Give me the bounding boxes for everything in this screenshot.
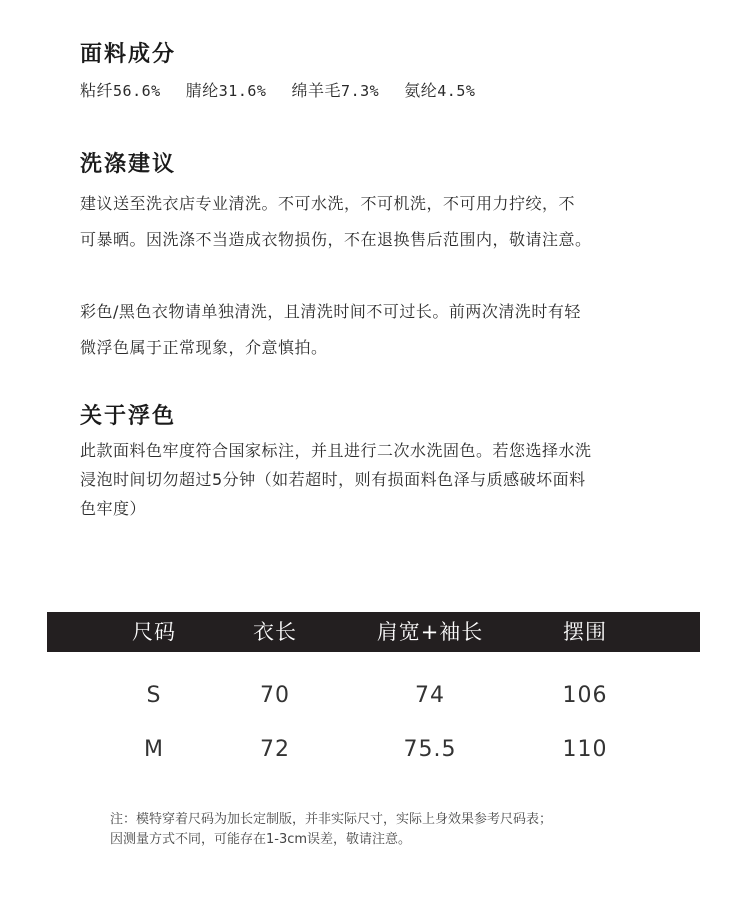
cell-length: 72 [260, 737, 290, 762]
cell-size: M [144, 737, 164, 762]
fabric-percent: 7.3% [341, 82, 380, 100]
fabric-name: 氨纶 [404, 81, 438, 100]
fabric-item [292, 81, 380, 100]
fabric-percent: 56.6% [113, 82, 161, 100]
size-table-header [47, 612, 700, 652]
cell-hem: 110 [562, 737, 608, 762]
size-note [110, 810, 710, 850]
washing-paragraph-1 [80, 186, 700, 258]
header-shoulder-sleeve: 肩宽+袖长 [376, 620, 484, 644]
cell-shoulder-sleeve: 75.5 [403, 737, 457, 762]
fabric-heading: 面料成分 [80, 42, 177, 67]
washing-paragraph-2 [80, 294, 700, 366]
table-spacer [47, 652, 700, 669]
cell-shoulder-sleeve: 74 [415, 683, 445, 708]
floating-color-heading: 关于浮色 [80, 404, 177, 429]
table-row [47, 669, 700, 723]
text-line: 微浮色属于正常现象，介意慎拍。 [80, 338, 328, 357]
note-line: 注：模特穿着尺码为加长定制版，并非实际尺寸，实际上身效果参考尺码表； [110, 812, 553, 827]
size-table [47, 612, 700, 777]
text-line: 可暴晒。因洗涤不当造成衣物损伤，不在退换售后范围内，敬请注意。 [80, 230, 592, 249]
cell-hem: 106 [562, 683, 608, 708]
table-row [47, 723, 700, 777]
fabric-name: 粘纤 [80, 81, 114, 100]
floating-color-paragraph [80, 436, 700, 523]
washing-heading: 洗涤建议 [80, 152, 177, 177]
note-line: 因测量方式不同，可能存在1-3cm误差，敬请注意。 [110, 832, 412, 847]
text-line: 此款面料色牢度符合国家标注，并且进行二次水洗固色。若您选择水洗 [80, 441, 592, 460]
fabric-percent: 4.5% [437, 82, 476, 100]
cell-size: S [146, 683, 162, 708]
text-line: 浸泡时间切勿超过5分钟（如若超时，则有损面料色泽与质感破坏面料 [80, 470, 586, 489]
cell-length: 70 [260, 683, 290, 708]
fabric-item [80, 81, 161, 100]
header-size: 尺码 [132, 620, 176, 644]
fabric-name: 腈纶 [185, 81, 219, 100]
fabric-item [404, 81, 475, 100]
fabric-item [186, 81, 267, 100]
fabric-composition [80, 76, 700, 106]
fabric-name: 绵羊毛 [291, 81, 342, 100]
text-line: 建议送至洗衣店专业清洗。不可水洗，不可机洗，不可用力拧绞，不 [80, 194, 576, 213]
washing-section [80, 150, 700, 366]
text-line: 色牢度） [80, 499, 147, 518]
floating-color-section [80, 402, 700, 523]
fabric-section [80, 40, 700, 106]
fabric-percent: 31.6% [218, 82, 267, 100]
header-length: 衣长 [253, 620, 297, 644]
header-hem: 摆围 [563, 620, 607, 644]
text-line: 彩色/黑色衣物请单独清洗，且清洗时间不可过长。前两次清洗时有轻 [80, 302, 581, 321]
